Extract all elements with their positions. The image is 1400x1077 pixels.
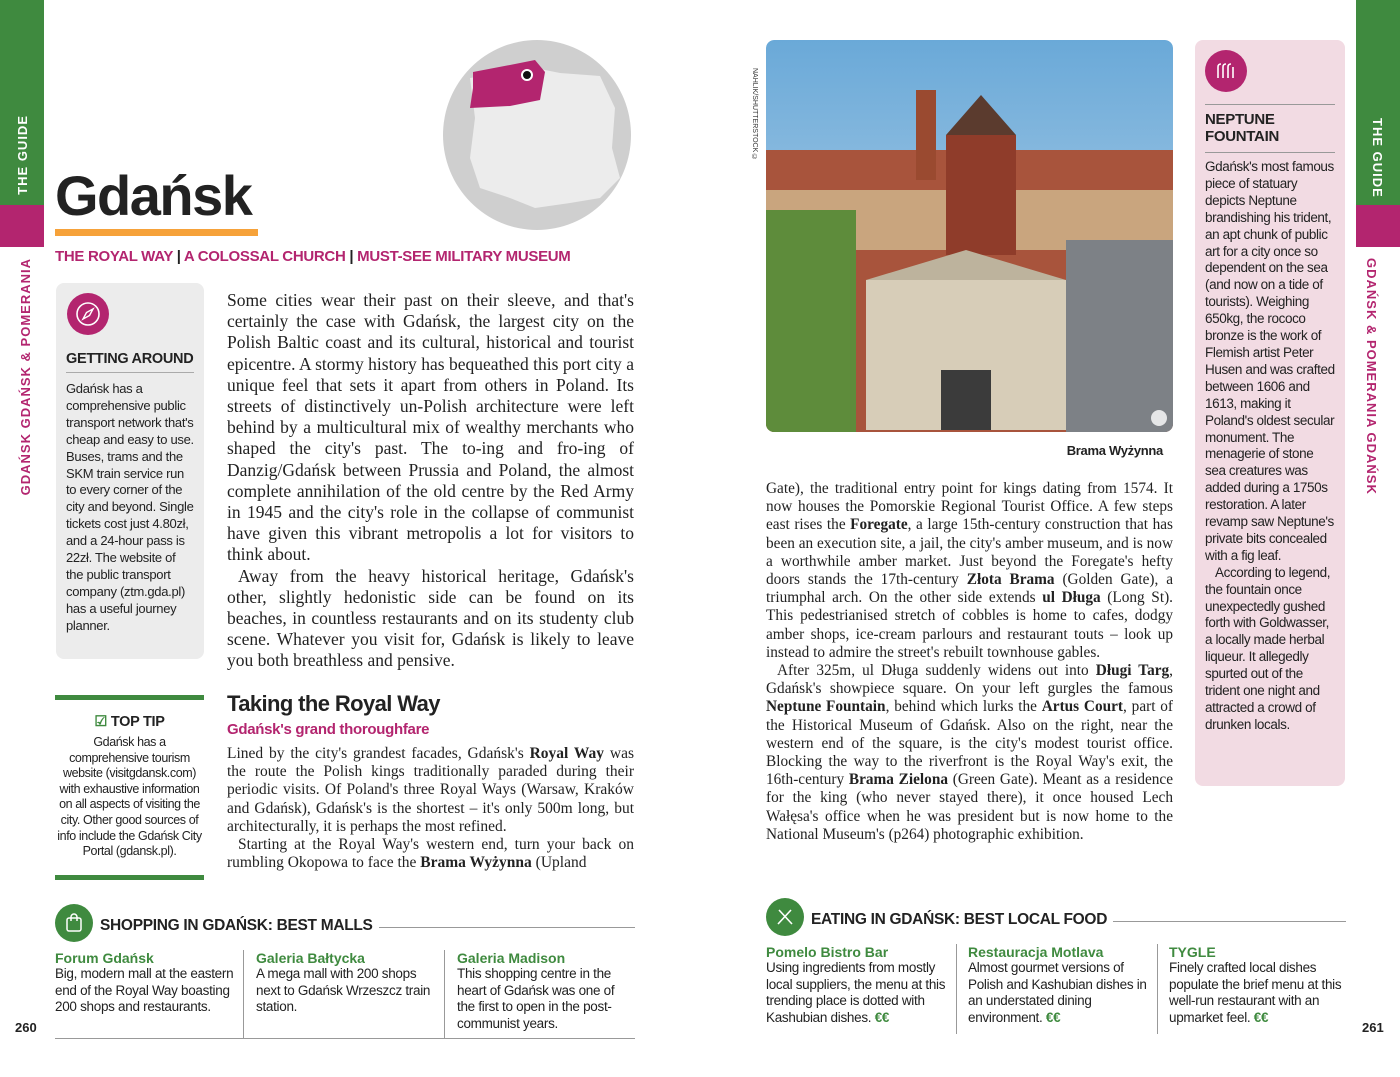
- page-number: 260: [15, 1020, 37, 1035]
- item-name: Restauracja Motlava: [968, 944, 1104, 960]
- section-tab-region: [1356, 205, 1400, 247]
- top-tip-box: [55, 695, 204, 880]
- separator: |: [349, 248, 354, 265]
- section-tab-guide: [0, 0, 44, 205]
- list-item: [956, 944, 1157, 1034]
- box-paragraph: According to legend, the fountain once unexpectedly gushed forth with Goldwasser, a locally made herbal liqueur. It allegedly spurted out of the trident one night and attracted a crowd of drunken locals.: [1205, 564, 1331, 732]
- list-item: [55, 950, 243, 1038]
- highlight-item: MUST-SEE MILITARY MUSEUM: [357, 248, 571, 265]
- highlighted-place: Brama Zielona: [848, 771, 948, 789]
- text-run: Starting at the Royal Way's western end, turn your back on rumbling Okopowa to face the: [227, 836, 634, 872]
- running-head: GDAŃSK & POMERANIA GDAŃSK: [1364, 258, 1379, 495]
- compass-icon: [67, 293, 109, 335]
- list-item: [243, 950, 444, 1038]
- highlight-item: A COLOSSAL CHURCH: [183, 248, 346, 265]
- item-text: Finely crafted local dishes populate the brief menu at this well-run restaurant with an upmarket feel.: [1169, 960, 1342, 1025]
- fork-knife-icon: [766, 898, 804, 936]
- text-run: (Golden Gate), a triumphal arch. On the other side extends: [766, 571, 1173, 607]
- highlighted-place: Złota Brama: [966, 571, 1055, 589]
- photo-caption: Brama Wyżynna: [1066, 443, 1163, 458]
- shopping-bag-icon: [55, 904, 93, 942]
- item-text: Using ingredients from mostly local suppliers, the menu at this trending place is dotted with Kashubian dishes.: [766, 960, 946, 1025]
- text-run: After 325m, ul Długa suddenly widens out into: [777, 662, 1096, 680]
- waves-icon: [1205, 50, 1247, 92]
- body-paragraph: [227, 566, 634, 672]
- royal-way-continued: [766, 480, 1173, 844]
- highlighted-place: Neptune Fountain: [766, 698, 886, 716]
- item-text: Big, modern mall at the eastern end of the Royal Way boasting 200 shops and restaurants.: [55, 966, 234, 1014]
- item-text: Almost gourmet versions of Polish and Kashubian dishes in an understated dining environment.: [968, 960, 1147, 1025]
- shopping-heading: SHOPPING IN GDAŃSK: BEST MALLS: [100, 917, 379, 935]
- price-badge: €€: [1253, 1009, 1269, 1025]
- box-text: [1205, 152, 1335, 734]
- top-tip-text: Gdańsk has a comprehensive tourism website (visitgdansk.com) with exhaustive information on all aspects of visiting the city. Other good sources of info include the Gdańsk City Portal (gdansk.pl).: [57, 735, 202, 859]
- text-run: was the route the Polish kings traditionally paraded during their periodic visits. Of Poland's three Royal Ways (Warsaw, Kraków and Gdańsk), Gdańsk's is the shortest – it's only 500m long, but architecturally, it is perhaps the most refined.: [227, 745, 634, 835]
- text-run: Gate), the traditional entry point for kings dating from 1574. It now houses the Pomorskie Regional Tourist Office. A few steps east rises the: [766, 480, 1173, 534]
- section-heading: Taking the Royal Way: [227, 691, 440, 716]
- list-item: [444, 950, 635, 1038]
- list-item: [1157, 944, 1346, 1034]
- price-badge: €€: [874, 1009, 890, 1025]
- highlights: [55, 248, 571, 265]
- running-head: GDAŃSK GDAŃSK & POMERANIA: [18, 258, 33, 496]
- neptune-box: [1195, 40, 1345, 786]
- text-run: , Gdańsk's showpiece square. On your left gurgles the famous: [766, 662, 1173, 698]
- page-number: 261: [1362, 1020, 1384, 1035]
- photo-credit: NAHLIK/SHUTTERSTOCK ©: [751, 68, 758, 162]
- eating-heading: EATING IN GDAŃSK: BEST LOCAL FOOD: [811, 911, 1113, 929]
- body-paragraph: [227, 290, 634, 566]
- highlighted-place: ul Długa: [1042, 589, 1101, 607]
- section-subheading: Gdańsk's grand thoroughfare: [227, 721, 430, 738]
- body-paragraph: [227, 836, 634, 872]
- tab-label: THE GUIDE: [1370, 118, 1385, 198]
- text-run: , a large 15th-century construction that has been an execution site, a jail, the city's amber museum, and is now a worthwhile amber market. Just beyond the Foregate's hefty doors stands the 17th-century: [766, 516, 1173, 589]
- separator: |: [176, 248, 181, 265]
- gdansk-marker: [522, 70, 532, 80]
- title-underline: [55, 229, 258, 236]
- intro-text: [227, 290, 634, 672]
- highlighted-place: Foregate: [850, 516, 908, 534]
- body-paragraph: [227, 745, 634, 836]
- highlighted-place: Długi Targ: [1095, 662, 1170, 680]
- locator-map: [440, 38, 636, 234]
- price-badge: €€: [1045, 1009, 1061, 1025]
- shopping-list: [55, 950, 635, 1038]
- item-name: Forum Gdańsk: [55, 950, 154, 966]
- tab-label: THE GUIDE: [15, 115, 30, 195]
- section-tab-guide: [1356, 0, 1400, 205]
- item-text: A mega mall with 200 shops next to Gdańsk Wrzeszcz train station.: [256, 966, 431, 1014]
- eating-list: [766, 944, 1346, 1034]
- divider: [55, 1038, 635, 1039]
- box-paragraph: Gdańsk's most famous piece of statuary depicts Neptune brandishing his trident, an apt chunk of public art for a city once so dependent on the sea (and now on a tide of tourists). Weighing 650kg, the rococo bronze is the work of Flemish artist Peter Husen and was crafted between 1606 and 1613, making it Poland's oldest secular monument. The menagerie of stone sea creatures was added during a 1750s restoration. A later revamp saw Neptune's private bits concealed with a fig leaf.: [1205, 159, 1335, 563]
- box-heading: NEPTUNE FOUNTAIN: [1205, 111, 1279, 145]
- box-heading: GETTING AROUND: [66, 351, 194, 367]
- highlight-item: THE ROYAL WAY: [55, 248, 173, 265]
- getting-around-box: [56, 283, 204, 659]
- item-name: Galeria Madison: [457, 950, 566, 966]
- top-tip-heading: [55, 714, 204, 730]
- text-run: Some cities wear their past on their sleeve, and that's certainly the case with Gdańsk, the largest city on the Polish Baltic coast and its cultural, historical and tourist epicentre. A stormy history has bequeathed this port city a unique feel that sets it apart from others in Poland. Its streets of distinctively un-Polish architecture were left behind by a multicultural mix of wealthy merchants who shaped the city's past. The to-ing and fro-ing of Danzig/Gdańsk between Prussia and Poland, the almost complete annihilation of the old centre by the Red Army in 1945 and the city's role in the collapse of communist have given this vibrant metropolis a lot for visitors to think about.: [227, 290, 634, 565]
- section-tab-region: [0, 205, 44, 247]
- list-item: [766, 944, 956, 1034]
- body-paragraph: [766, 662, 1173, 844]
- page-title: Gdańsk: [55, 164, 252, 227]
- text-run: (Upland: [531, 854, 587, 872]
- royal-way-text: [227, 745, 634, 872]
- text-run: Lined by the city's grandest facades, Gdańsk's: [227, 745, 530, 762]
- highlighted-place: Brama Wyżynna: [420, 854, 532, 872]
- top-tip-title: TOP TIP: [110, 714, 165, 730]
- text-run: (Long St). This pedestrianised stretch of cobbles is home to cafes, dodgy amber shops, ice-cream parlours and restaurant touts – look up instead to admire the street's rebuilt townhouse gables.: [766, 589, 1173, 661]
- photo-brama-wyzynna: [766, 40, 1173, 432]
- body-paragraph: [766, 480, 1173, 662]
- text-run: Away from the heavy historical heritage, Gdańsk's other, slightly hedonistic side can be found on its beaches, in countless restaurants and on its studenty club scene. Whatever you visit for, Gdańsk is likely to leave you both breathless and pensive.: [227, 565, 634, 671]
- item-name: Pomelo Bistro Bar: [766, 944, 889, 960]
- highlighted-place: Royal Way: [529, 745, 605, 762]
- item-name: Galeria Bałtycka: [256, 950, 365, 966]
- box-text: Gdańsk has a comprehensive public transport network that's cheap and easy to use. Buses, trams and the SKM train service run to every corner of the city and beyond. Single tickets cost just 4.80zł, and a 24-hour pass is 22zł. The website of the public transport company (ztm.gda.pl) has a useful journey planner.: [66, 372, 194, 635]
- text-run: , part of the Historical Museum of Gdańsk. Also on the right, near the western end of the square, is the city's modest tourist office. Blocking the way to the riverfront is the Royal Way's exit, the 16th-century: [766, 698, 1173, 789]
- text-run: , behind which lurks the: [885, 698, 1042, 716]
- item-name: TYGLE: [1169, 944, 1216, 960]
- text-run: (Green Gate). Meant as a residence for the king (who never stayed there), it once housed Lech Wałęsa's office when he was president but is now home to the National Museum's (p264) photographic exhibition.: [766, 771, 1174, 843]
- checkbox-icon: ☑: [94, 714, 108, 730]
- highlighted-place: Artus Court: [1041, 698, 1124, 716]
- item-text: This shopping centre in the heart of Gdańsk was one of the first to open in the post-communist years.: [457, 966, 615, 1031]
